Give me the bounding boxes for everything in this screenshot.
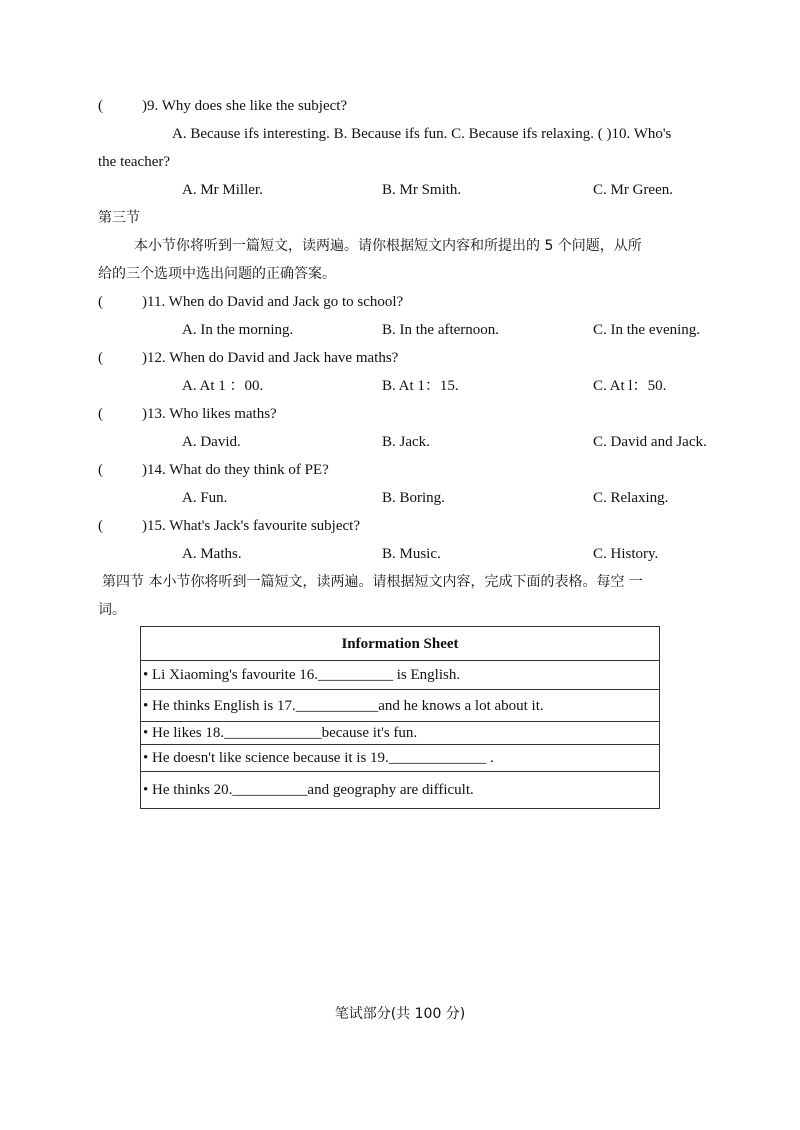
q13-option-b: B. Jack. bbox=[382, 434, 430, 450]
table-row-18: • He likes 18._____________because it's fun. bbox=[141, 722, 660, 745]
q15-question: )15. What's Jack's favourite subject? bbox=[142, 518, 360, 534]
q10-option-a: A. Mr Miller. bbox=[182, 182, 263, 198]
table-header: Information Sheet bbox=[141, 627, 660, 661]
q11-option-b: B. In the afternoon. bbox=[382, 322, 500, 338]
q14-option-c: C. Relaxing. bbox=[593, 490, 669, 506]
q14-option-a: A. Fun. bbox=[182, 490, 228, 506]
q12-paren: ( bbox=[98, 350, 103, 366]
section4-instructions-line1: 第四节 本小节你将听到一篇短文，读两遍。请根据短文内容，完成下面的表格。每空 一 bbox=[102, 574, 643, 590]
table-row-16: • Li Xiaoming's favourite 16.__________ is English. bbox=[141, 661, 660, 690]
q11-option-a: A. In the morning. bbox=[182, 322, 294, 338]
written-part-heading: 笔试部分(共 100 分) bbox=[334, 1006, 466, 1022]
q13-option-c: C. David and Jack. bbox=[593, 434, 707, 450]
q10-question-cont: the teacher? bbox=[98, 154, 171, 170]
information-sheet-table bbox=[140, 626, 660, 809]
section4-instructions-line2: 词。 bbox=[98, 602, 126, 618]
q12-option-c: C. At l：50. bbox=[593, 378, 667, 394]
q9-options-line: A. Because ifs interesting. B. Because ifs fun. C. Because ifs relaxing. ( )10. Who's bbox=[172, 126, 672, 142]
q12-option-a: A. At 1 ：00. bbox=[182, 378, 264, 394]
section3-instructions-line2: 给的三个选项中选出问题的正确答案。 bbox=[98, 266, 336, 282]
q10-option-c: C. Mr Green. bbox=[593, 182, 673, 198]
q11-paren: ( bbox=[98, 294, 103, 310]
table-row-20: • He thinks 20.__________and geography are difficult. bbox=[141, 772, 660, 809]
q10-option-b: B. Mr Smith. bbox=[382, 182, 462, 198]
table-row-17: • He thinks English is 17.___________and he knows a lot about it. bbox=[141, 690, 660, 722]
q13-question: )13. Who likes maths? bbox=[142, 406, 277, 422]
q14-option-b: B. Boring. bbox=[382, 490, 445, 506]
q14-paren: ( bbox=[98, 462, 103, 478]
section3-title: 第三节 bbox=[98, 210, 140, 226]
q13-option-a: A. David. bbox=[182, 434, 241, 450]
section3-instructions-line1: 本小节你将听到一篇短文，读两遍。请你根据短文内容和所提出的 5 个问题，从所 bbox=[134, 238, 642, 254]
q15-option-a: A. Maths. bbox=[182, 546, 242, 562]
q9-paren: ( bbox=[98, 98, 103, 114]
q9-question: )9. Why does she like the subject? bbox=[142, 98, 348, 114]
table-row-19: • He doesn't like science because it is 19._____________ . bbox=[141, 745, 660, 772]
q11-option-c: C. In the evening. bbox=[593, 322, 701, 338]
q14-question: )14. What do they think of PE? bbox=[142, 462, 329, 478]
q13-paren: ( bbox=[98, 406, 103, 422]
q15-option-b: B. Music. bbox=[382, 546, 441, 562]
q12-question: )12. When do David and Jack have maths? bbox=[142, 350, 399, 366]
q15-option-c: C. History. bbox=[593, 546, 659, 562]
q15-paren: ( bbox=[98, 518, 103, 534]
q11-question: )11. When do David and Jack go to school? bbox=[142, 294, 404, 310]
q12-option-b: B. At 1：15. bbox=[382, 378, 459, 394]
